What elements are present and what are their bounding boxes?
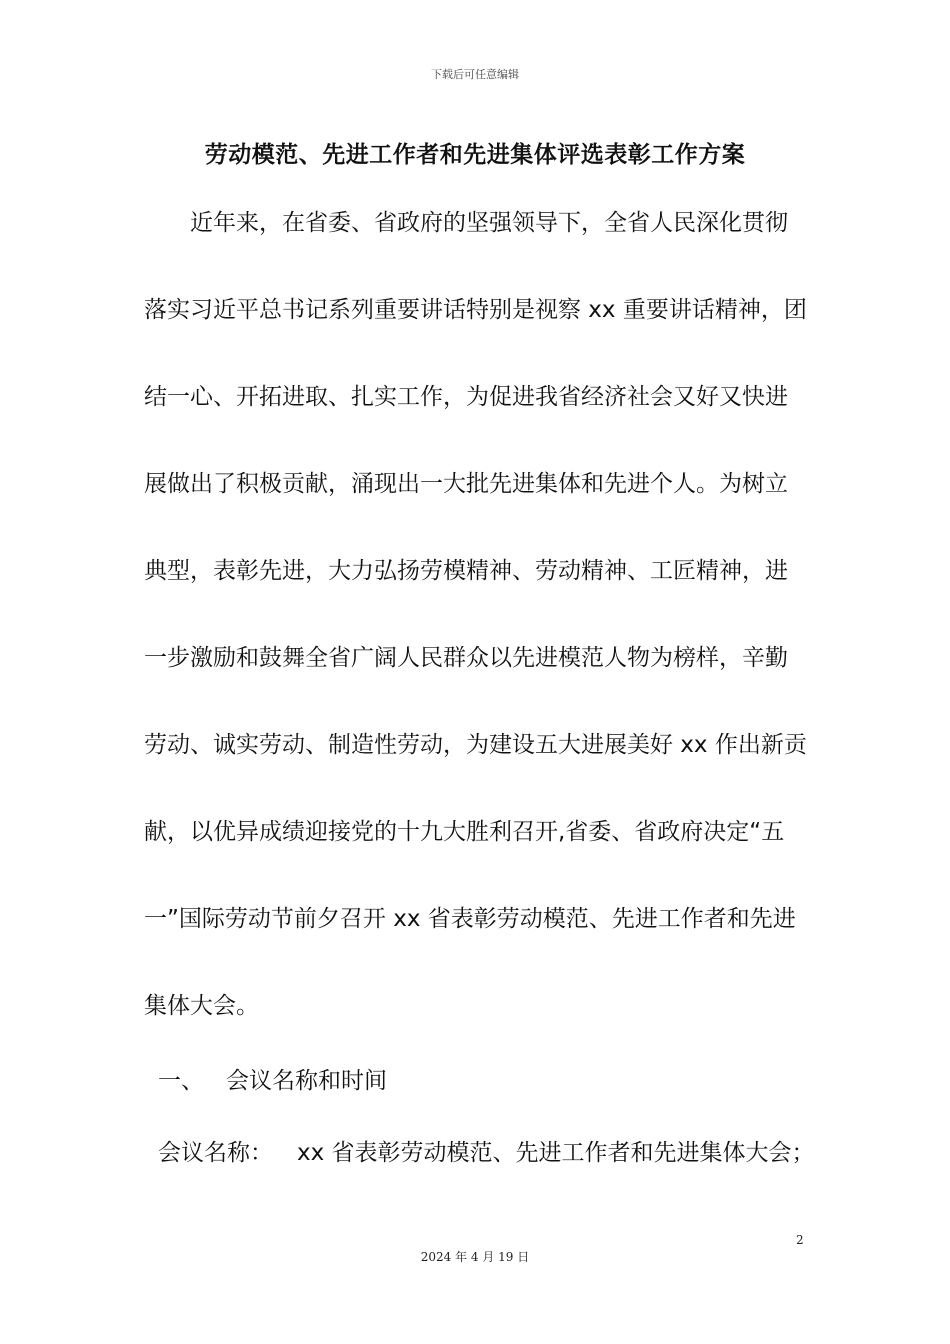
page-number: 2 xyxy=(796,1233,804,1247)
meeting-name-label: 会议名称： xyxy=(158,1140,273,1166)
footer-date: 2024 年 4 月 19 日 xyxy=(420,1250,530,1264)
paragraph-line: 结一心、开拓进取、扎实工作，为促进我省经济社会又好又快进 xyxy=(144,384,788,410)
paragraph-line: 典型，表彰先进，大力弘扬劳模精神、劳动精神、工匠精神，进 xyxy=(144,558,788,584)
paragraph-line: 一步激励和鼓舞全省广阔人民群众以先进模范人物为榜样，辛勤 xyxy=(144,645,788,671)
document-title: 劳动模范、先进工作者和先进集体评选表彰工作方案 xyxy=(204,142,746,168)
meeting-name-value: xx 省表彰劳动模范、先进工作者和先进集体大会； xyxy=(297,1140,815,1166)
paragraph-line: 劳动、诚实劳动、制造性劳动，为建设五大进展美好 xx 作出新贡 xyxy=(144,732,807,758)
paragraph-line: 近年来，在省委、省政府的坚强领导下，全省人民深化贯彻 xyxy=(190,210,788,236)
section-heading xyxy=(158,1066,387,1096)
paragraph-line: 一”国际劳动节前夕召开 xx 省表彰劳动模范、先进工作者和先进 xyxy=(144,906,796,932)
paragraph-line: 献，以优异成绩迎接党的十九大胜利召开,省委、省政府决定“五 xyxy=(144,819,785,845)
paragraph-line: 落实习近平总书记系列重要讲话特别是视察 xx 重要讲话精神，团 xyxy=(144,297,807,323)
paragraph-line: 集体大会。 xyxy=(144,993,259,1019)
paragraph-line: 展做出了积极贡献，涌现出一大批先进集体和先进个人。为树立 xyxy=(144,471,788,497)
meeting-name-line xyxy=(158,1138,815,1168)
section-number: 一、 xyxy=(158,1068,204,1094)
header-note: 下载后可任意编辑 xyxy=(431,68,519,81)
section-title: 会议名称和时间 xyxy=(226,1068,387,1094)
